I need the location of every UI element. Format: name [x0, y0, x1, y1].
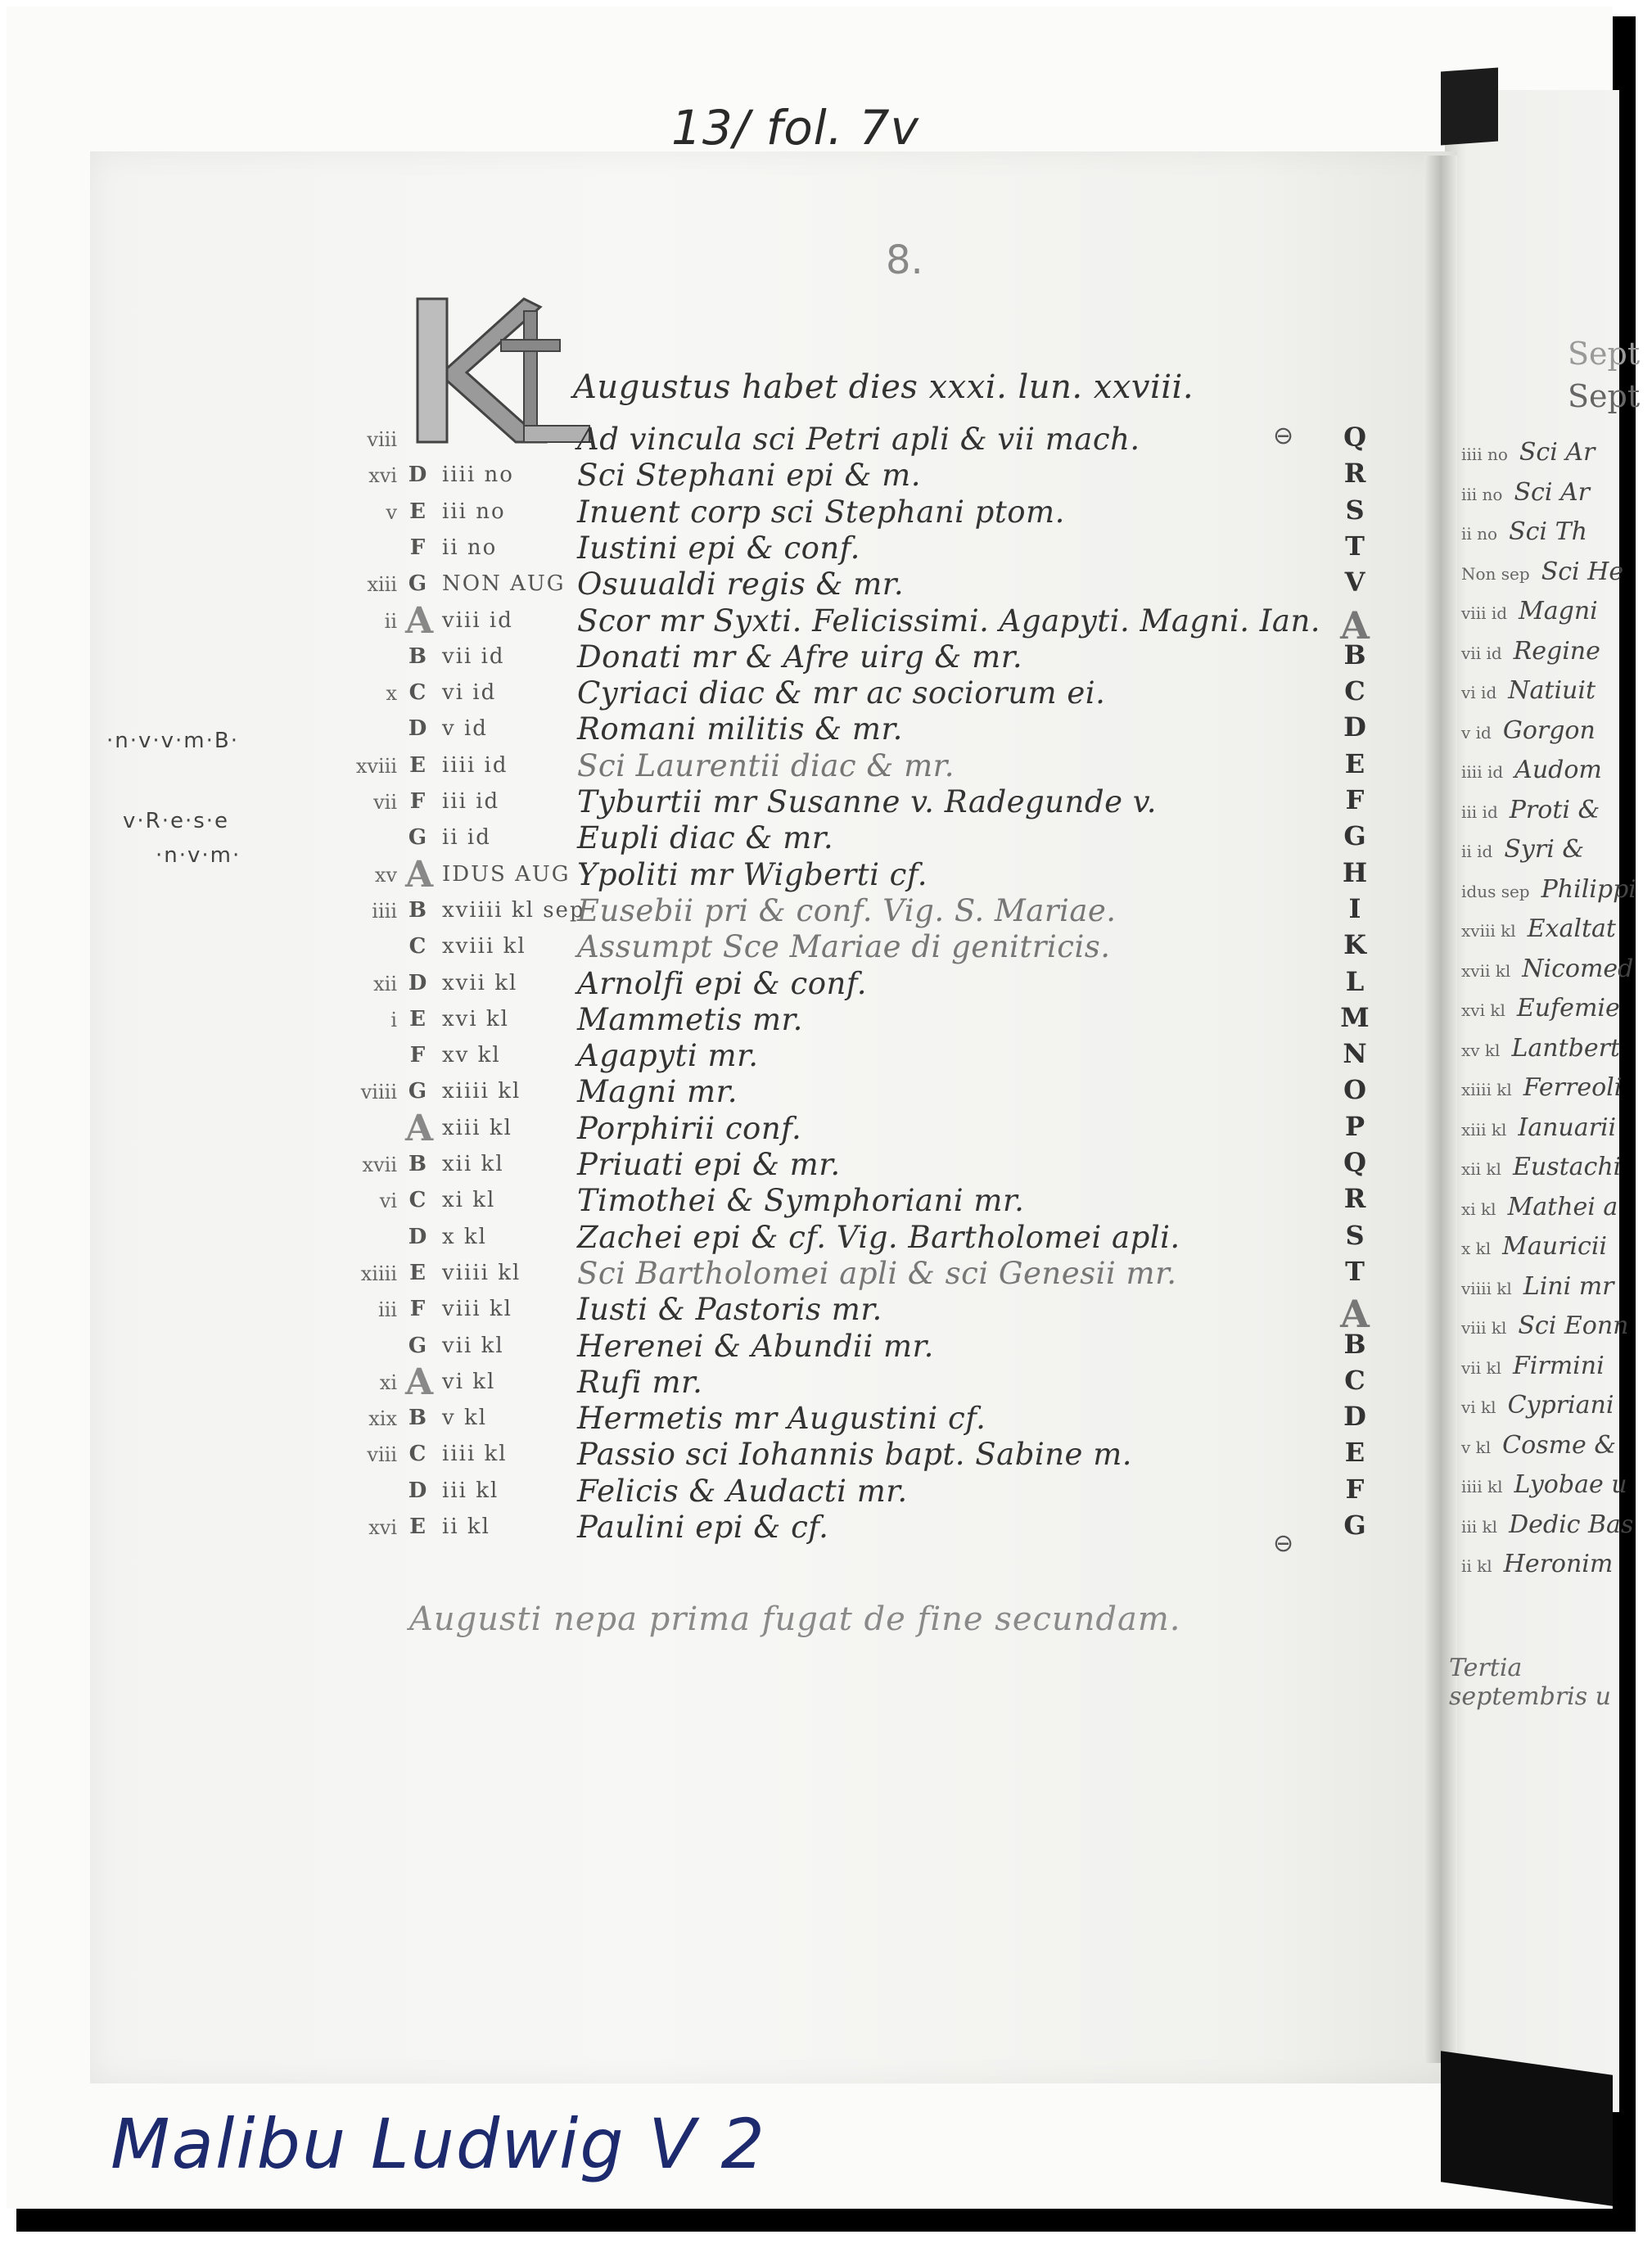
dominical-letter: F: [409, 789, 426, 814]
kl-monogram-initial: [401, 291, 598, 454]
saint-entry: Sci Bartholomei apli & sci Genesii mr.: [577, 1255, 1177, 1291]
facing-page-row: [1461, 1550, 1613, 1578]
facing-page-row: [1461, 676, 1596, 705]
facing-saint-entry: Cosme &: [1502, 1430, 1617, 1460]
facing-saint-entry: Cypriani: [1507, 1391, 1614, 1420]
letter-column-item: B: [1343, 639, 1366, 670]
saint-entry: Felicis & Audacti mr.: [577, 1473, 908, 1509]
letter-column-item: K: [1343, 929, 1366, 961]
dominical-letter: A: [405, 1361, 434, 1403]
letter-column-item: V: [1344, 567, 1365, 598]
dominical-letter: E: [409, 1006, 426, 1031]
roman-date: iiii kl: [442, 1442, 508, 1467]
saint-entry: Cyriaci diac & mr ac sociorum ei.: [577, 675, 1106, 711]
saint-entry: Hermetis mr Augustini cf.: [577, 1401, 986, 1437]
facing-roman-date: viiii kl: [1461, 1278, 1512, 1298]
golden-number: xii: [373, 972, 397, 995]
facing-saint-entry: Heronim: [1503, 1550, 1614, 1578]
dominical-letter: B: [408, 643, 427, 669]
golden-number: xv: [374, 863, 397, 887]
roman-date: xvi kl: [442, 1006, 510, 1031]
facing-roman-date: iii id: [1461, 801, 1498, 822]
roman-date: xv kl: [442, 1043, 501, 1068]
facing-page-row: [1461, 1113, 1616, 1142]
saint-entry: Rufi mr.: [577, 1364, 703, 1400]
dominical-letter: A: [405, 1107, 434, 1149]
saint-entry: Tyburtii mr Susanne v. Radegunde v.: [577, 784, 1157, 819]
golden-number: viii: [367, 428, 397, 451]
saint-entry: Arnolfi epi & conf.: [577, 965, 867, 1001]
dominical-letter: G: [408, 1079, 427, 1104]
facing-saint-entry: Lyobae u: [1514, 1470, 1627, 1499]
saint-entry: Ypoliti mr Wigberti cf.: [577, 856, 928, 892]
page-number: 8.: [886, 237, 923, 283]
book-edge-top: [1441, 68, 1498, 146]
facing-roman-date: xvii kl: [1461, 960, 1511, 981]
letter-column-item: T: [1345, 1255, 1365, 1287]
roman-date: viii id: [442, 607, 513, 633]
facing-roman-date: xi kl: [1461, 1198, 1496, 1219]
facing-roman-date: ii no: [1461, 524, 1498, 544]
facing-page-row: [1461, 994, 1620, 1022]
facing-page-row: [1461, 1034, 1620, 1063]
letter-column-item: N: [1343, 1038, 1367, 1070]
golden-number: xvii: [362, 1153, 397, 1176]
dominical-letter: E: [409, 1514, 426, 1539]
letter-column-item: C: [1344, 1364, 1365, 1396]
dominical-letter: D: [408, 1224, 427, 1249]
facing-saint-entry: Dedic Bas: [1509, 1510, 1634, 1539]
saint-entry: Magni mr.: [577, 1074, 738, 1110]
roman-date: v kl: [442, 1406, 488, 1431]
facing-roman-date: iii no: [1461, 484, 1503, 504]
facing-saint-entry: Philippi: [1541, 874, 1636, 904]
facing-roman-date: xviii kl: [1461, 921, 1516, 941]
dominical-letter: F: [409, 1297, 426, 1322]
facing-page-row: [1461, 875, 1636, 904]
letter-column-item: Q: [1343, 422, 1366, 453]
facing-page-row: [1461, 756, 1602, 784]
letter-column-item: G: [1343, 1510, 1366, 1541]
facing-page-row: [1461, 796, 1600, 824]
golden-number: xviii: [355, 754, 397, 778]
dominical-letter: E: [409, 752, 426, 778]
facing-roman-date: ii id: [1461, 842, 1493, 861]
dominical-letter: D: [408, 970, 427, 995]
saint-entry: Sci Stephani epi & m.: [577, 458, 921, 494]
facing-roman-date: v kl: [1461, 1437, 1492, 1457]
facing-page-header-1: Sept: [1568, 336, 1641, 372]
roman-date: vii id: [442, 643, 505, 669]
saint-entry: Scor mr Syxti. Felicissimi. Agapyti. Magni. Ian.: [577, 603, 1321, 639]
facing-roman-date: Non sep: [1461, 563, 1530, 584]
golden-number: xvi: [368, 1516, 397, 1539]
golden-number: viii: [367, 1443, 397, 1467]
facing-roman-date: xiiii kl: [1461, 1080, 1512, 1099]
letter-column-item: Q: [1343, 1147, 1366, 1178]
letter-column-item: C: [1344, 675, 1365, 707]
saint-entry: Sci Laurentii diac & mr.: [577, 747, 955, 783]
dominical-letter: F: [409, 1043, 426, 1068]
golden-number: viiii: [360, 1081, 397, 1104]
facing-roman-date: ii kl: [1461, 1556, 1492, 1576]
facing-saint-entry: Magni: [1519, 597, 1598, 625]
roman-date: viii kl: [442, 1297, 512, 1322]
facing-page-header-2: Sept: [1568, 378, 1641, 414]
facing-page-row: [1461, 557, 1623, 586]
letter-column-item: H: [1342, 856, 1368, 888]
dominical-letter: E: [409, 1260, 426, 1285]
facing-page-row: [1461, 1510, 1633, 1539]
saint-entry: Eupli diac & mr.: [577, 820, 834, 856]
book-gutter: [1424, 156, 1457, 2063]
footer-verse: Augusti nepa prima fugat de fine secundam.: [409, 1600, 1181, 1638]
dominical-letter: G: [408, 825, 427, 851]
facing-roman-date: iiii kl: [1461, 1477, 1503, 1496]
saint-entry: Osuualdi regis & mr.: [577, 567, 905, 603]
letter-column-item: G: [1343, 820, 1366, 852]
facing-page-row: [1461, 914, 1616, 943]
facing-page-row: [1461, 1391, 1614, 1420]
roman-date: NON AUG: [442, 571, 566, 597]
facing-page-row: [1461, 597, 1598, 625]
letter-column-item: E: [1344, 1437, 1365, 1469]
facing-saint-entry: Sci He: [1541, 557, 1624, 586]
roman-date: iii id: [442, 789, 500, 814]
letter-column-item: M: [1340, 1001, 1370, 1033]
facing-saint-entry: Lini mr: [1523, 1271, 1614, 1301]
dominical-letter: F: [409, 535, 426, 560]
dominical-letter: D: [408, 716, 427, 742]
roman-date: v id: [442, 716, 488, 742]
saint-entry: Priuati epi & mr.: [577, 1147, 841, 1182]
facing-saint-entry: Mauricii: [1502, 1232, 1608, 1261]
roman-date: IDUS AUG: [442, 861, 571, 887]
saint-entry: Zachei epi & cf. Vig. Bartholomei apli.: [577, 1219, 1180, 1255]
letter-column-item: T: [1345, 530, 1365, 562]
dominical-letter: G: [408, 571, 427, 597]
letter-column-item: D: [1343, 1401, 1366, 1433]
facing-page-row: [1461, 716, 1596, 745]
letter-column-item: S: [1345, 494, 1365, 526]
facing-page-row: [1461, 1272, 1614, 1301]
margin-note-2: v·R·e·s·e: [123, 809, 230, 833]
facing-roman-date: vi id: [1461, 683, 1497, 702]
dominical-letter: A: [405, 599, 434, 642]
golden-number: xix: [368, 1407, 397, 1431]
golden-number: vi: [379, 1189, 397, 1213]
facing-roman-date: iiii no: [1461, 445, 1508, 464]
facing-page-row: [1461, 517, 1587, 546]
dominical-letter: D: [408, 1478, 427, 1503]
facing-saint-entry: Syri &: [1504, 835, 1585, 864]
facing-page-row: [1461, 1073, 1622, 1102]
facing-page-row: [1461, 835, 1584, 864]
circle-mark-top: ⊖: [1273, 422, 1294, 450]
facing-roman-date: xvi kl: [1461, 1000, 1505, 1020]
margin-note-1: ·n·v·v·m·B·: [106, 729, 240, 753]
facing-page-row: [1461, 1153, 1621, 1181]
facing-roman-date: xii kl: [1461, 1159, 1501, 1179]
roman-date: ii no: [442, 535, 498, 560]
golden-number: xiiii: [360, 1262, 397, 1285]
dominical-letter: G: [408, 1333, 427, 1358]
facing-saint-entry: Sci Eonn: [1518, 1311, 1629, 1340]
facing-roman-date: viii id: [1461, 603, 1508, 623]
saint-entry: Iusti & Pastoris mr.: [577, 1292, 882, 1328]
dominical-letter: C: [408, 1188, 427, 1213]
facing-saint-entry: Regine: [1513, 636, 1600, 666]
letter-column-item: S: [1345, 1219, 1365, 1251]
facing-roman-date: v id: [1461, 722, 1492, 743]
facing-saint-entry: Eustachi: [1512, 1153, 1622, 1181]
facing-saint-entry: Nicomed: [1522, 954, 1634, 983]
facing-page-row: [1461, 1431, 1616, 1460]
letter-column-item: E: [1344, 747, 1365, 779]
letter-column-item: R: [1343, 1183, 1366, 1215]
saint-entry: Porphirii conf.: [577, 1110, 802, 1146]
dominical-letter: C: [408, 934, 427, 959]
roman-date: xvii kl: [442, 970, 518, 995]
facing-roman-date: vii kl: [1461, 1357, 1501, 1378]
roman-date: vi id: [442, 680, 497, 706]
golden-number: xi: [379, 1370, 397, 1394]
facing-saint-entry: Natiuit: [1508, 676, 1596, 705]
circle-mark-bottom: ⊖: [1273, 1529, 1294, 1558]
roman-date: xi kl: [442, 1188, 496, 1213]
dominical-letter: B: [408, 897, 427, 923]
facing-page-row: [1461, 1232, 1607, 1261]
saint-entry: Ad vincula sci Petri apli & vii mach.: [577, 422, 1140, 457]
facing-page-row: [1461, 637, 1600, 666]
saint-entry: Assumpt Sce Mariae di genitricis.: [577, 929, 1111, 965]
golden-number: xvi: [368, 464, 397, 488]
dominical-letter: C: [408, 1442, 427, 1467]
letter-column-item: O: [1343, 1074, 1366, 1106]
letter-column-item: B: [1343, 1328, 1366, 1360]
facing-saint-entry: Eufemie: [1516, 994, 1620, 1022]
facing-saint-entry: Firmini: [1512, 1351, 1605, 1380]
facing-page-row: [1461, 1311, 1628, 1340]
facing-page-row: [1461, 955, 1633, 983]
letter-column-item: R: [1343, 458, 1366, 490]
letter-column-item: A: [1340, 603, 1370, 648]
shelfmark: 13/ fol. 7v: [671, 100, 919, 156]
roman-date: viiii kl: [442, 1260, 521, 1285]
saint-entry: Eusebii pri & conf. Vig. S. Mariae.: [577, 892, 1117, 928]
roman-date: xiii kl: [442, 1115, 512, 1140]
roman-date: ii kl: [442, 1514, 490, 1539]
facing-page-row: [1461, 1352, 1605, 1380]
letter-column-item: F: [1345, 1473, 1365, 1505]
handwritten-signature: Malibu Ludwig V 2: [111, 2104, 766, 2184]
book-edge-bottom: [1441, 2051, 1613, 2206]
dominical-letter: B: [408, 1406, 427, 1431]
roman-date: iii no: [442, 499, 506, 524]
roman-date: xiiii kl: [442, 1079, 521, 1104]
facing-page-row: [1461, 1470, 1627, 1499]
roman-date: iii kl: [442, 1478, 499, 1503]
facing-roman-date: vi kl: [1461, 1397, 1496, 1417]
dominical-letter: B: [408, 1152, 427, 1176]
roman-date: xviiii kl sep: [442, 897, 585, 923]
golden-number: v: [386, 500, 397, 524]
facing-page-footer: Tertia septembris u: [1449, 1654, 1612, 1711]
facing-roman-date: xiii kl: [1461, 1119, 1507, 1140]
saint-entry: Romani militis & mr.: [577, 711, 903, 747]
facing-roman-date: vii id: [1461, 643, 1502, 663]
facing-saint-entry: Audom: [1514, 756, 1602, 784]
golden-number: iiii: [372, 899, 397, 923]
roman-date: ii id: [442, 825, 491, 851]
facing-roman-date: iiii id: [1461, 762, 1504, 782]
facing-roman-date: xv kl: [1461, 1040, 1501, 1060]
golden-number: iii: [377, 1298, 397, 1322]
saint-entry: Agapyti mr.: [577, 1038, 759, 1074]
facing-roman-date: x kl: [1461, 1239, 1492, 1258]
golden-number: xiii: [367, 573, 397, 597]
roman-date: x kl: [442, 1224, 487, 1249]
facing-saint-entry: Exaltat: [1527, 914, 1616, 943]
facing-saint-entry: Sci Th: [1509, 517, 1587, 546]
facing-roman-date: viii kl: [1461, 1318, 1507, 1338]
letter-column-item: A: [1340, 1292, 1370, 1337]
roman-date: xviii kl: [442, 934, 526, 959]
facing-saint-entry: Sci Ar: [1514, 477, 1590, 507]
facing-saint-entry: Mathei a: [1507, 1192, 1618, 1221]
dominical-letter: E: [409, 499, 426, 524]
saint-entry: Paulini epi & cf.: [577, 1510, 829, 1545]
saint-entry: Mammetis mr.: [577, 1001, 803, 1037]
facing-saint-entry: Lantbert: [1511, 1033, 1620, 1063]
letter-column-item: P: [1344, 1110, 1365, 1142]
golden-number: i: [390, 1008, 397, 1031]
facing-saint-entry: Sci Ar: [1519, 438, 1596, 467]
golden-number: vii: [373, 791, 397, 814]
letter-column-item: D: [1343, 711, 1366, 743]
saint-entry: Passio sci Iohannis bapt. Sabine m.: [577, 1437, 1133, 1473]
golden-number: ii: [384, 609, 397, 633]
dominical-letter: C: [408, 680, 427, 706]
letter-column-item: I: [1348, 892, 1361, 924]
saint-entry: Inuent corp sci Stephani ptom.: [577, 494, 1065, 530]
facing-saint-entry: Gorgon: [1502, 715, 1596, 745]
facing-roman-date: idus sep: [1461, 881, 1530, 901]
saint-entry: Herenei & Abundii mr.: [577, 1328, 934, 1364]
saint-entry: Timothei & Symphoriani mr.: [577, 1183, 1025, 1219]
margin-note-3: ·n·v·m·: [156, 843, 241, 868]
facing-page-row: [1461, 478, 1590, 507]
golden-number: x: [386, 682, 397, 706]
dominical-letter: D: [408, 463, 427, 488]
saint-entry: Iustini epi & conf.: [577, 530, 860, 566]
facing-page-row: [1461, 1193, 1618, 1221]
roman-date: xii kl: [442, 1152, 504, 1176]
saint-entry: Donati mr & Afre uirg & mr.: [577, 639, 1023, 675]
facing-saint-entry: Ianuarii: [1518, 1113, 1617, 1142]
facing-saint-entry: Proti &: [1509, 795, 1600, 824]
roman-date: vi kl: [442, 1369, 496, 1394]
facing-saint-entry: Ferreoli: [1523, 1073, 1623, 1102]
roman-date: vii kl: [442, 1333, 504, 1358]
letter-column-item: F: [1345, 784, 1365, 815]
letter-column-item: L: [1345, 965, 1365, 997]
roman-date: iiii id: [442, 752, 508, 778]
roman-date: iiii no: [442, 463, 514, 488]
facing-roman-date: iii kl: [1461, 1516, 1498, 1537]
dominical-letter: A: [405, 853, 434, 896]
facing-page-row: [1461, 438, 1595, 467]
